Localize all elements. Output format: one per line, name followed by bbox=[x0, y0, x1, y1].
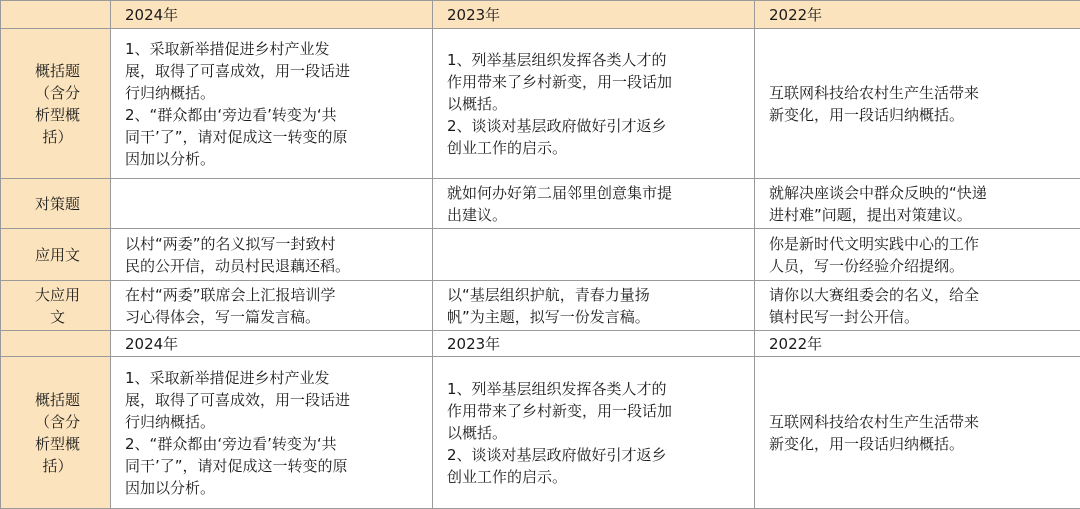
text-line: 对策题 bbox=[15, 193, 100, 215]
text-line: 文 bbox=[15, 306, 100, 328]
year-2022-header: 2022年 bbox=[755, 1, 1080, 29]
repeat-corner-cell bbox=[1, 331, 111, 357]
text-line: 出建议。 bbox=[447, 204, 744, 226]
text-line: 新变化，用一段话归纳概括。 bbox=[769, 433, 1070, 455]
cell-big-applied-2023 bbox=[433, 281, 755, 331]
text-line: 同干’了”，请对促成这一转变的原 bbox=[125, 455, 422, 477]
repeat-cell-summary-2023 bbox=[433, 357, 755, 509]
text-line: 概括题 bbox=[15, 60, 100, 82]
text-line: 以“基层组织护航，青春力量扬 bbox=[447, 284, 744, 306]
text-line: 1、列举基层组织发挥各类人才的 bbox=[447, 49, 744, 71]
text-line: 2、“群众都由‘旁边看’转变为‘共 bbox=[125, 433, 422, 455]
text-line: 以村“两委”的名义拟写一封致村 bbox=[125, 233, 422, 255]
text-line: 展，取得了可喜成效，用一段话进 bbox=[125, 60, 422, 82]
text-line: 习心得体会，写一篇发言稿。 bbox=[125, 306, 422, 328]
repeat-year-2023: 2023年 bbox=[433, 331, 755, 357]
text-line: 请你以大赛组委会的名义，给全 bbox=[769, 284, 1070, 306]
repeat-year-2022: 2022年 bbox=[755, 331, 1080, 357]
text-line: 人员，写一份经验介绍提纲。 bbox=[769, 255, 1070, 277]
text-line: 在村“两委”联席会上汇报培训学 bbox=[125, 284, 422, 306]
text-line: 析型概 bbox=[15, 104, 100, 126]
text-line: 镇村民写一封公开信。 bbox=[769, 306, 1070, 328]
text-line: 1、采取新举措促进乡村产业发 bbox=[125, 38, 422, 60]
text-line: 帆”为主题，拟写一份发言稿。 bbox=[447, 306, 744, 328]
text-line: 以概括。 bbox=[447, 93, 744, 115]
row-label-applied bbox=[1, 229, 111, 281]
text-line: 2、谈谈对基层政府做好引才返乡 bbox=[447, 444, 744, 466]
text-line: 就如何办好第二届邻里创意集市提 bbox=[447, 182, 744, 204]
text-line: 互联网科技给农村生产生活带来 bbox=[769, 411, 1070, 433]
text-line: 新变化，用一段话归纳概括。 bbox=[769, 104, 1070, 126]
summary-row bbox=[1, 29, 1080, 179]
cell-summary-2024 bbox=[111, 29, 433, 179]
text-line: 进村难”问题，提出对策建议。 bbox=[769, 204, 1070, 226]
row-label-big-applied bbox=[1, 281, 111, 331]
text-line: 同干’了”，请对促成这一转变的原 bbox=[125, 126, 422, 148]
strategy-row bbox=[1, 179, 1080, 229]
text-line: 作用带来了乡村新变，用一段话加 bbox=[447, 71, 744, 93]
cell-strategy-2022 bbox=[755, 179, 1080, 229]
text-line: 概括题 bbox=[15, 389, 100, 411]
corner-cell bbox=[1, 1, 111, 29]
text-line: 就解决座谈会中群众反映的“快递 bbox=[769, 182, 1070, 204]
cell-strategy-2023 bbox=[433, 179, 755, 229]
text-line: 行归纳概括。 bbox=[125, 82, 422, 104]
text-line: 你是新时代文明实践中心的工作 bbox=[769, 233, 1070, 255]
text-line: 析型概 bbox=[15, 433, 100, 455]
header-row bbox=[1, 1, 1080, 29]
big-applied-row bbox=[1, 281, 1080, 331]
year-2024-header: 2024年 bbox=[111, 1, 433, 29]
applied-row bbox=[1, 229, 1080, 281]
cell-applied-2023 bbox=[433, 229, 755, 281]
repeat-header-row bbox=[1, 331, 1080, 357]
year-2023-header: 2023年 bbox=[433, 1, 755, 29]
text-line: 2、“群众都由‘旁边看’转变为‘共 bbox=[125, 104, 422, 126]
text-line: 互联网科技给农村生产生活带来 bbox=[769, 82, 1070, 104]
text-line: 创业工作的启示。 bbox=[447, 466, 744, 488]
cell-big-applied-2022 bbox=[755, 281, 1080, 331]
text-line: 创业工作的启示。 bbox=[447, 137, 744, 159]
repeat-cell-summary-2022 bbox=[755, 357, 1080, 509]
text-line: 行归纳概括。 bbox=[125, 411, 422, 433]
cell-applied-2024 bbox=[111, 229, 433, 281]
text-line: 括） bbox=[15, 126, 100, 148]
row-label-strategy bbox=[1, 179, 111, 229]
text-line: 应用文 bbox=[15, 244, 100, 266]
text-line: 因加以分析。 bbox=[125, 148, 422, 170]
text-line: 以概括。 bbox=[447, 422, 744, 444]
cell-summary-2022 bbox=[755, 29, 1080, 179]
text-line: 大应用 bbox=[15, 284, 100, 306]
repeat-year-2024: 2024年 bbox=[111, 331, 433, 357]
repeat-summary-row bbox=[1, 357, 1080, 509]
text-line: 展，取得了可喜成效，用一段话进 bbox=[125, 389, 422, 411]
cell-applied-2022 bbox=[755, 229, 1080, 281]
text-line: 2、谈谈对基层政府做好引才返乡 bbox=[447, 115, 744, 137]
text-line: （含分 bbox=[15, 411, 100, 433]
cell-strategy-2024 bbox=[111, 179, 433, 229]
text-line: （含分 bbox=[15, 82, 100, 104]
repeat-cell-summary-2024 bbox=[111, 357, 433, 509]
text-line: 括） bbox=[15, 455, 100, 477]
cell-big-applied-2024 bbox=[111, 281, 433, 331]
cell-summary-2023 bbox=[433, 29, 755, 179]
repeat-row-label-summary bbox=[1, 357, 111, 509]
text-line: 1、列举基层组织发挥各类人才的 bbox=[447, 378, 744, 400]
text-line: 1、采取新举措促进乡村产业发 bbox=[125, 367, 422, 389]
text-line: 民的公开信，动员村民退藕还稻。 bbox=[125, 255, 422, 277]
text-line: 作用带来了乡村新变，用一段话加 bbox=[447, 400, 744, 422]
row-label-summary bbox=[1, 29, 111, 179]
text-line: 因加以分析。 bbox=[125, 477, 422, 499]
